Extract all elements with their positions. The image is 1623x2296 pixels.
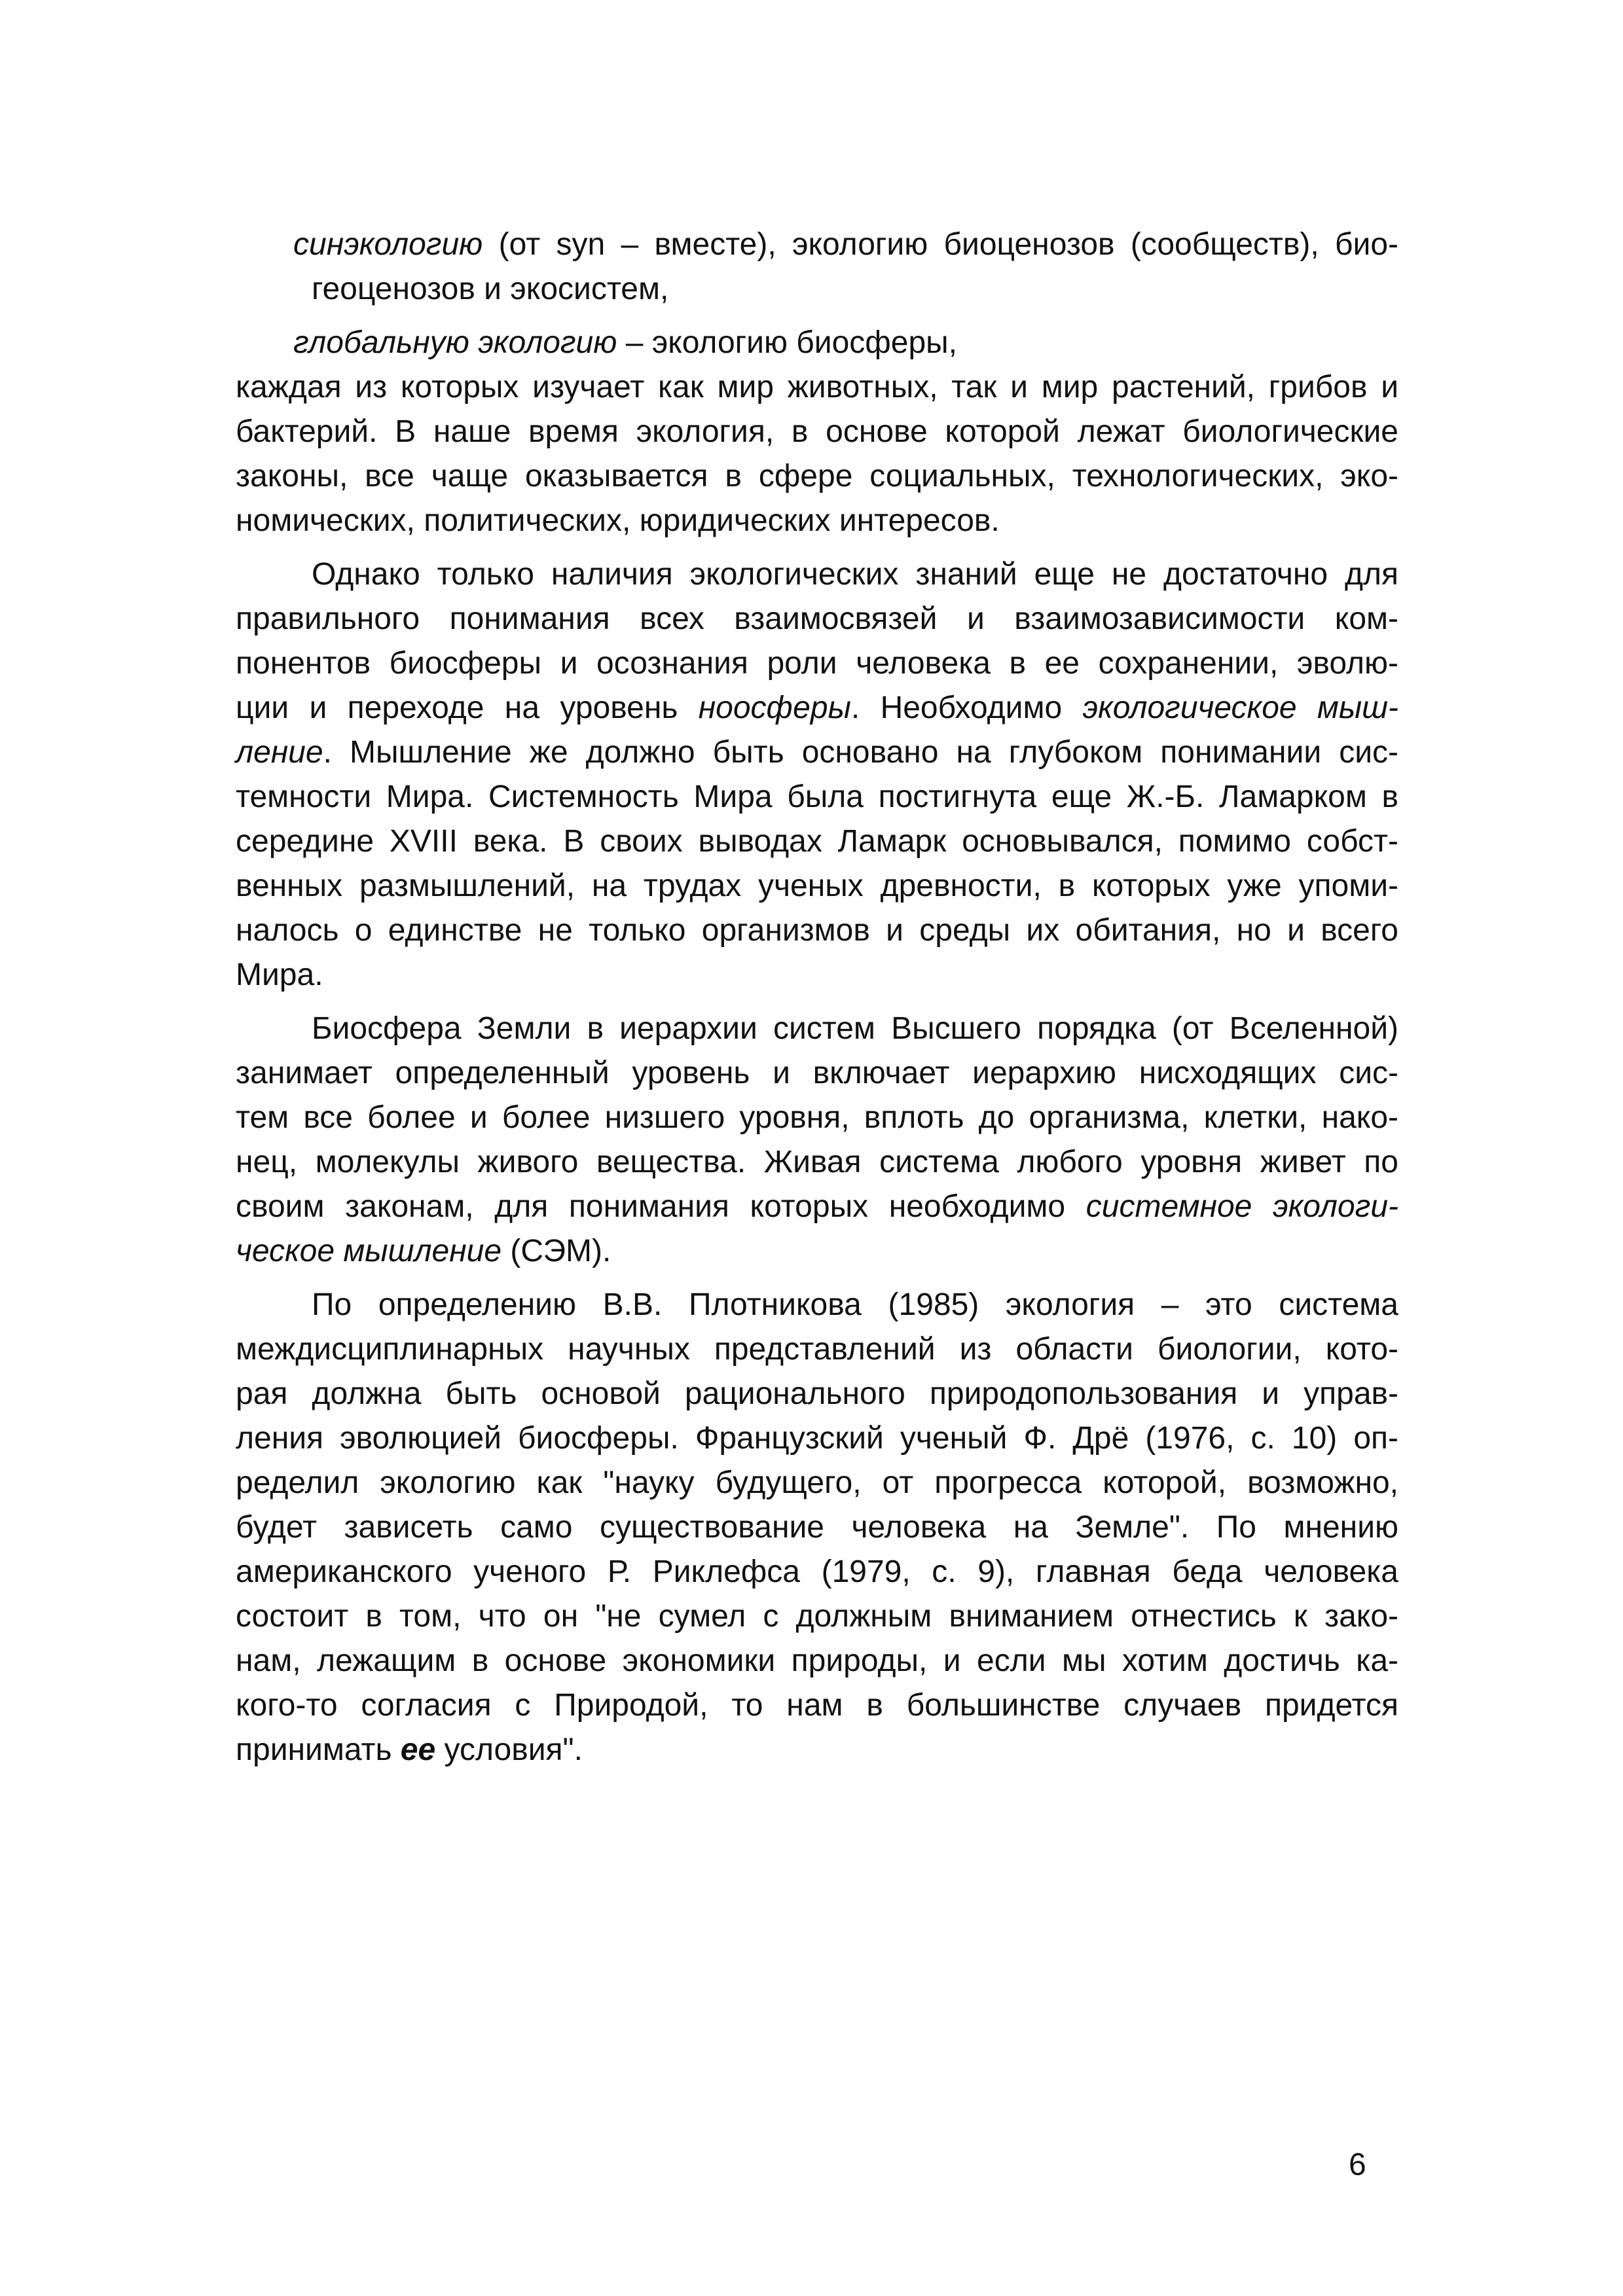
text-line: темности Мира. Системность Мира была постигнута еще Ж.-Б. Ламарком в xyxy=(236,780,1398,814)
text-line: правильного понимания всех взаимосвязей и взаимозависимости ком- xyxy=(236,601,1398,636)
text-fragment: принимать xyxy=(236,1732,401,1767)
text-line xyxy=(236,321,1398,365)
text-line: американского ученого Р. Риклефса (1979, с. 9), главная беда человека xyxy=(236,1554,1398,1589)
term-system-ecological-thinking-end: ческое мышление xyxy=(236,1234,502,1268)
text-line: середине XVIII века. В своих выводах Ламарк основывался, помимо собст- xyxy=(236,824,1398,859)
text-line: налось о единстве не только организмов и среды их обитания, но и всего xyxy=(236,913,1398,948)
text-line: кого-то согласия с Природой, то нам в большинстве случаев придется xyxy=(236,1688,1398,1723)
paragraph-3 xyxy=(236,1007,1398,1274)
text-line: нец, молекулы живого вещества. Живая система любого уровня живет по xyxy=(236,1145,1398,1179)
text-line: рая должна быть основой рационального природопользования и управ- xyxy=(236,1376,1398,1411)
text-fragment: своим законам, для понимания которых необходимо xyxy=(236,1189,1086,1224)
text-line: будет зависеть само существование человека на Земле". По мнению xyxy=(236,1510,1398,1545)
text-line: состоит в том, что он "не сумел с должным вниманием отнестись к зако- xyxy=(236,1599,1398,1634)
text-fragment: . Мышление же должно быть основано на глубоком понимании сис- xyxy=(323,735,1398,770)
text-fragment: . Необходимо xyxy=(850,691,1083,725)
text-line xyxy=(236,1229,1398,1274)
term-ecological-thinking-end: ление xyxy=(236,735,323,770)
text-line: законы, все чаще оказывается в сфере социальных, технологических, эко- xyxy=(236,459,1398,493)
text-line: По определению В.В. Плотникова (1985) экология – это система xyxy=(312,1287,1398,1322)
text-line: тем все более и более низшего уровня, вплоть до организма, клетки, нако- xyxy=(236,1100,1398,1135)
text-line: ления эволюцией биосферы. Французский ученый Ф. Дрё (1976, с. 10) оп- xyxy=(236,1421,1398,1456)
page-number: 6 xyxy=(1349,2147,1366,2182)
list-item-synecology xyxy=(236,223,1398,312)
text-line: Мира. xyxy=(236,958,323,992)
text-line xyxy=(236,223,1398,267)
text-line: Однако только наличия экологических знаний еще не достаточно для xyxy=(312,557,1398,592)
term-system-ecological-thinking: системное экологи- xyxy=(1085,1189,1398,1224)
emphasis-ee: ее xyxy=(400,1732,436,1767)
text-fragment: – экологию биосферы, xyxy=(625,325,958,360)
text-line xyxy=(236,686,1398,730)
term-ecological-thinking: экологическое мыш- xyxy=(1082,691,1398,725)
text-line: занимает определенный уровень и включает иерархию нисходящих сис- xyxy=(236,1056,1398,1090)
text-line: понентов биосферы и осознания роли человека в ее сохранении, эволю- xyxy=(236,646,1398,681)
text-line: Биосфера Земли в иерархии систем Высшего порядка (от Вселенной) xyxy=(312,1011,1398,1046)
paragraph-4 xyxy=(236,1283,1398,1772)
text-fragment: ции и переходе на уровень xyxy=(236,691,699,725)
term-synecology: синэкологию xyxy=(293,227,483,262)
text-line xyxy=(236,1728,1398,1772)
paragraph-1 xyxy=(236,365,1398,543)
text-fragment: (от syn – вместе), экологию биоценозов (сообществ), био- xyxy=(498,227,1398,262)
term-global-ecology: глобальную экологию xyxy=(293,325,617,360)
text-line: бактерий. В наше время экология, в основе которой лежат биологические xyxy=(236,414,1398,449)
text-line xyxy=(236,1185,1398,1229)
text-line: нам, лежащим в основе экономики природы, и если мы хотим достичь ка- xyxy=(236,1643,1398,1678)
text-line: номических, политических, юридических интересов. xyxy=(236,503,1000,538)
text-fragment: условия". xyxy=(435,1732,583,1767)
paragraph-2 xyxy=(236,552,1398,997)
page-body xyxy=(236,223,1398,1772)
text-fragment: (СЭМ). xyxy=(501,1234,611,1268)
list-item-global-ecology xyxy=(236,321,1398,365)
text-line: геоценозов и экосистем, xyxy=(312,272,669,306)
term-noosphere: ноосферы xyxy=(698,691,851,725)
text-line: венных размышлений, на трудах ученых древности, в которых уже упоми- xyxy=(236,869,1398,903)
text-line: междисциплинарных научных представлений из области биологии, кото- xyxy=(236,1332,1398,1367)
text-line: ределил экологию как "науку будущего, от прогресса которой, возможно, xyxy=(236,1465,1398,1500)
text-line: каждая из которых изучает как мир животных, так и мир растений, грибов и xyxy=(236,370,1398,404)
text-line xyxy=(236,730,1398,775)
